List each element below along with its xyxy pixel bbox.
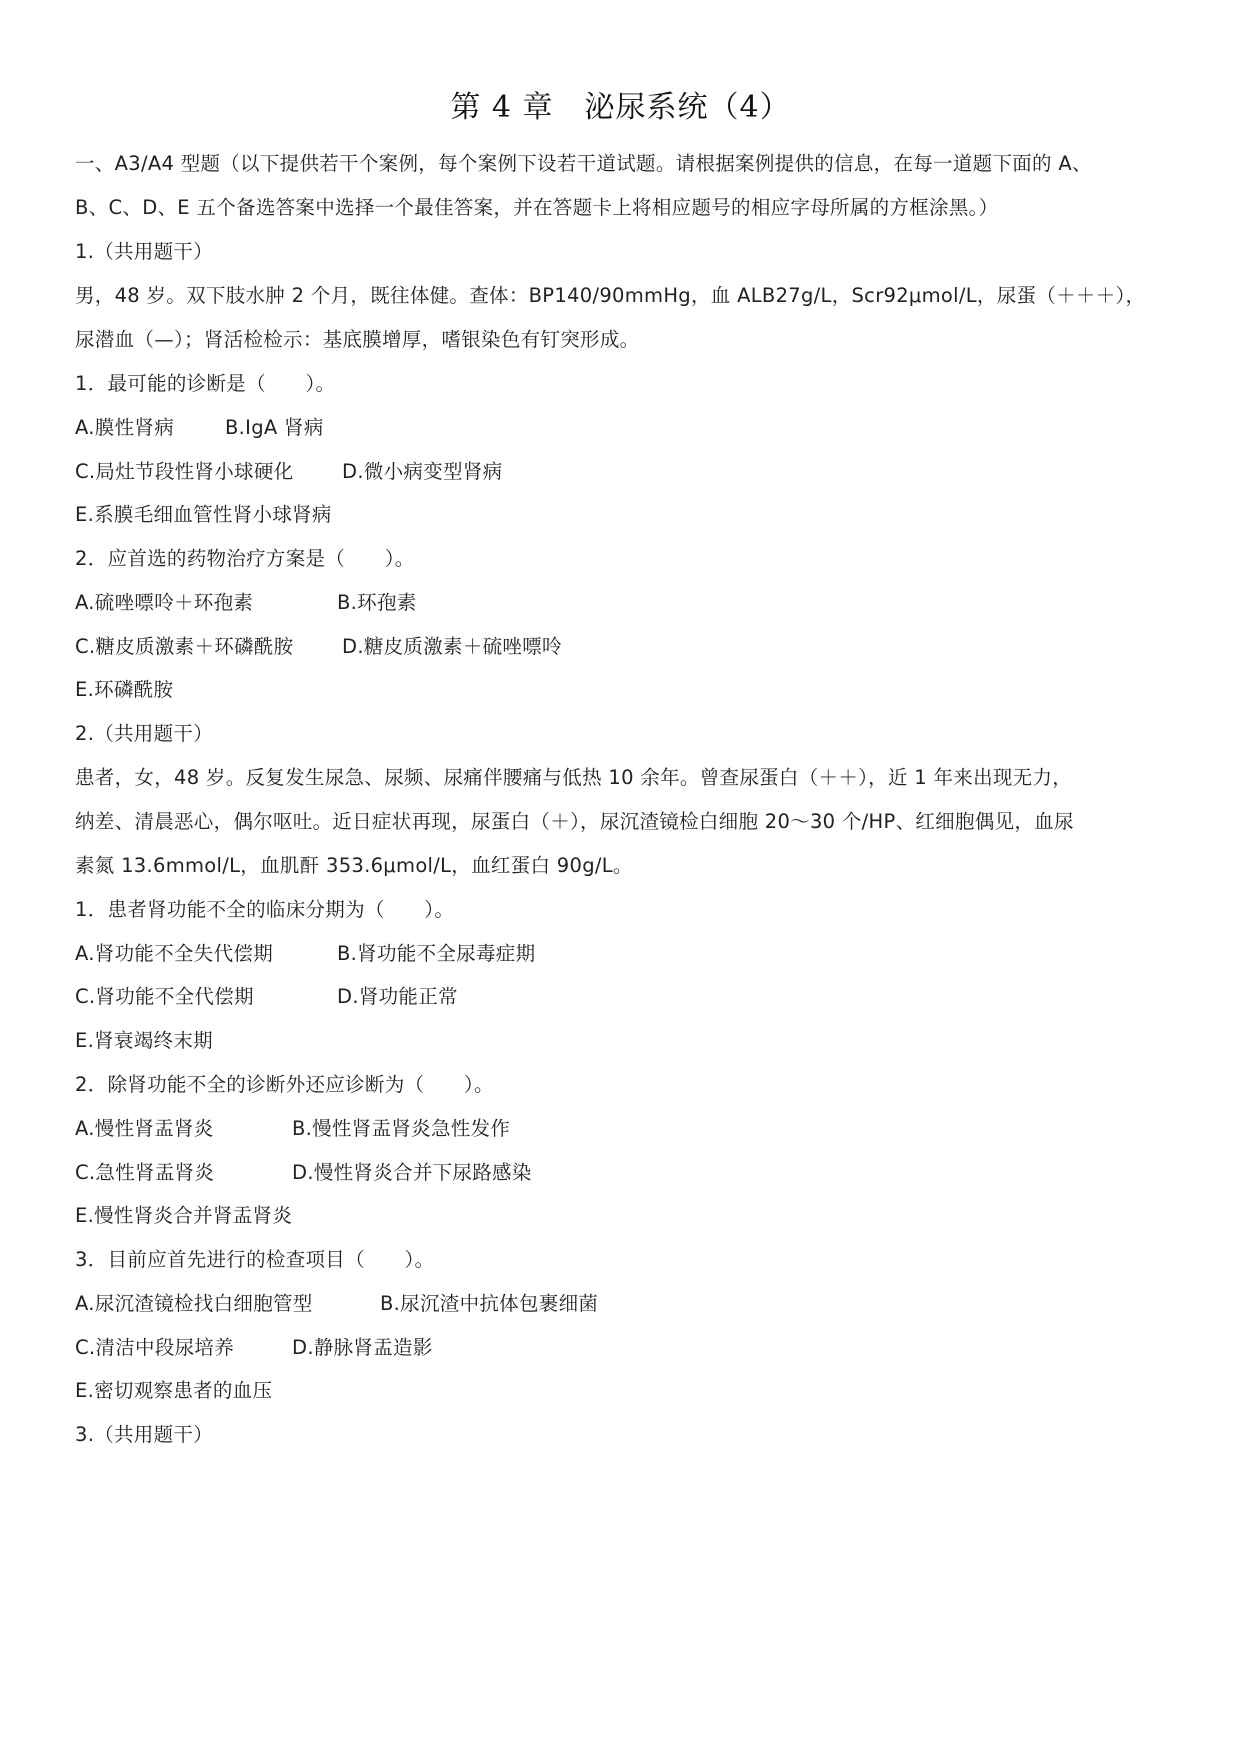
option-c: C.肾功能不全代偿期 — [75, 985, 254, 1008]
case1-stem-line-1: 男，48 岁。双下肢水肿 2 个月，既往体健。查体：BP140/90mmHg，血 ALB27g/L，Scr92μmol/L，尿蛋（＋＋＋）， — [75, 284, 1146, 307]
option-a: A.硫唑嘌呤＋环孢素 — [75, 591, 254, 614]
intro-line-2: B、C、D、E 五个备选答案中选择一个最佳答案，并在答题卡上将相应题号的相应字母所属的方框涂黑。） — [75, 196, 999, 219]
option-c: C.糖皮质激素＋环磷酰胺 — [75, 635, 294, 658]
case1-q2-option-e: E.环磷酰胺 — [75, 678, 174, 701]
page-title: 第 4 章 泌尿系统（4） — [450, 90, 791, 125]
case2-q3-option-e: E.密切观察患者的血压 — [75, 1379, 273, 1402]
case2-q1-question: 1．患者肾功能不全的临床分期为（ ）。 — [75, 898, 455, 921]
case2-q3-question: 3．目前应首先进行的检查项目（ ）。 — [75, 1248, 435, 1271]
option-a: A.慢性肾盂肾炎 — [75, 1117, 214, 1140]
case2-stem-line-3: 素氮 13.6mmol/L，血肌酐 353.6μmol/L，血红蛋白 90g/L。 — [75, 854, 633, 877]
case1-q1-question: 1．最可能的诊断是（ ）。 — [75, 372, 336, 395]
option-d: D.微小病变型肾病 — [342, 460, 503, 483]
case2-stem-line-1: 患者，女，48 岁。反复发生尿急、尿频、尿痛伴腰痛与低热 10 余年。曾查尿蛋白（＋＋），近 1 年来出现无力， — [75, 766, 1073, 789]
option-c: C.急性肾盂肾炎 — [75, 1161, 215, 1184]
case1-header: 1.（共用题干） — [75, 240, 214, 263]
option-b: B.IgA 肾病 — [225, 416, 324, 439]
option-c: C.清洁中段尿培养 — [75, 1336, 235, 1359]
case2-stem-line-2: 纳差、清晨恶心，偶尔呕吐。近日症状再现，尿蛋白（＋），尿沉渣镜检白细胞 20～30 个/HP、红细胞偶见，血尿 — [75, 810, 1074, 833]
case1-stem-line-2: 尿潜血（—）；肾活检检示：基底膜增厚，嗜银染色有钉突形成。 — [75, 328, 640, 351]
case2-header: 2.（共用题干） — [75, 722, 214, 745]
option-d: D.肾功能正常 — [337, 985, 458, 1008]
case2-q2-option-e: E.慢性肾炎合并肾盂肾炎 — [75, 1204, 293, 1227]
option-b: B.尿沉渣中抗体包裹细菌 — [380, 1292, 599, 1315]
option-d: D.糖皮质激素＋硫唑嘌呤 — [342, 635, 562, 658]
case2-q1-option-e: E.肾衰竭终末期 — [75, 1029, 213, 1052]
case3-header: 3.（共用题干） — [75, 1423, 214, 1446]
option-b: B.慢性肾盂肾炎急性发作 — [292, 1117, 511, 1140]
option-b: B.环孢素 — [337, 591, 417, 614]
option-d: D.静脉肾盂造影 — [292, 1336, 433, 1359]
option-a: A.尿沉渣镜检找白细胞管型 — [75, 1292, 313, 1315]
case1-q1-option-e: E.系膜毛细血管性肾小球肾病 — [75, 503, 332, 526]
option-a: A.肾功能不全失代偿期 — [75, 942, 273, 965]
option-d: D.慢性肾炎合并下尿路感染 — [292, 1161, 532, 1184]
intro-line-1: 一、A3/A4 型题（以下提供若干个案例，每个案例下设若干道试题。请根据案例提供的信息，在每一道题下面的 A、 — [75, 152, 1092, 175]
case1-q2-question: 2．应首选的药物治疗方案是（ ）。 — [75, 547, 415, 570]
option-b: B.肾功能不全尿毒症期 — [337, 942, 536, 965]
option-a: A.膜性肾病 — [75, 416, 174, 439]
case2-q2-question: 2．除肾功能不全的诊断外还应诊断为（ ）。 — [75, 1073, 494, 1096]
option-c: C.局灶节段性肾小球硬化 — [75, 460, 294, 483]
